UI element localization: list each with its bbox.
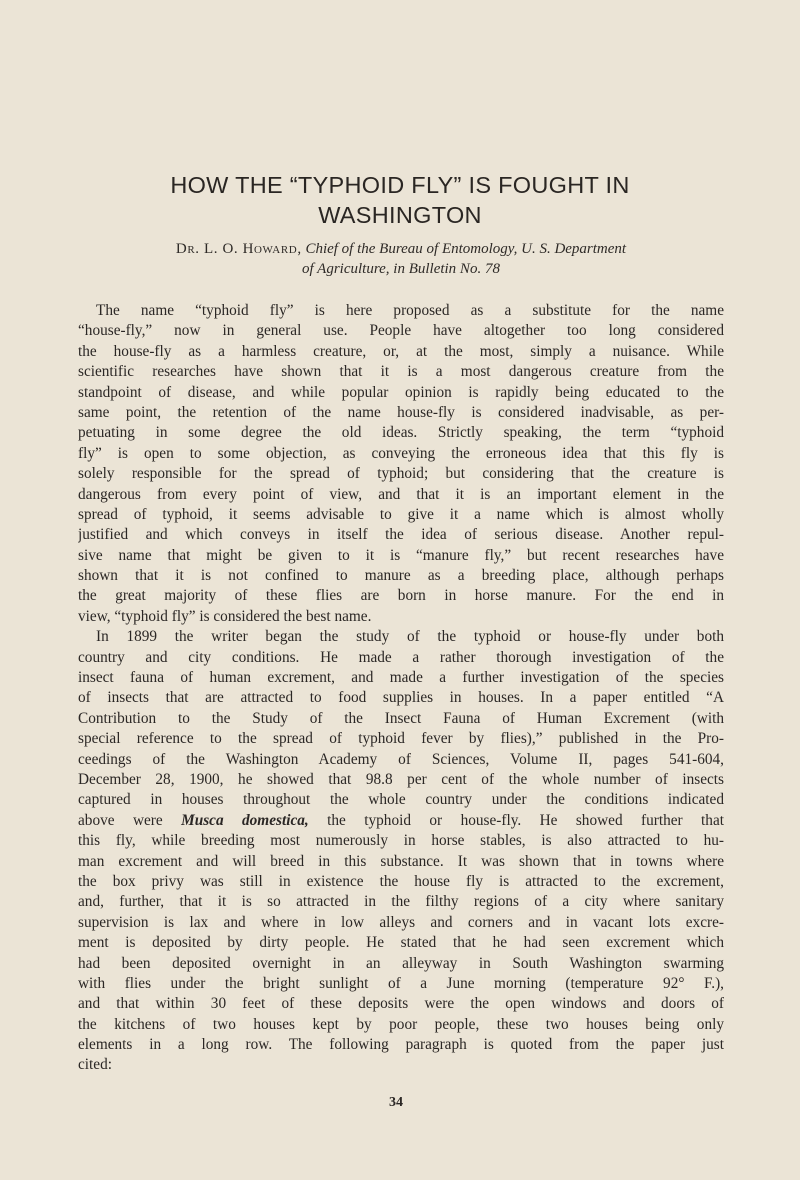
text-line: Contribution to the Study of the Insect Fauna of Human Excrement (with <box>78 709 724 727</box>
text-line: “house-fly,” now in general use. People have altogether too long considered <box>78 322 724 340</box>
text-line: December 28, 1900, he showed that 98.8 per cent of the whole number of insects <box>78 770 724 788</box>
page-number: 34 <box>389 1095 403 1110</box>
text-line: sive name that might be given to it is “manure fly,” but recent researches have <box>78 546 724 564</box>
text-line: man excrement and will breed in this substance. It was shown that in towns where <box>78 852 724 870</box>
paragraph-1 <box>78 301 724 627</box>
text-line: country and city conditions. He made a rather thorough investigation of the <box>78 648 724 666</box>
text-line: dangerous from every point of view, and that it is an important element in the <box>78 485 724 503</box>
text-line: justified and which conveys in itself the idea of serious disease. Another repul- <box>78 526 724 544</box>
text-line: ceedings of the Washington Academy of Sciences, Volume II, pages 541-604, <box>78 750 724 768</box>
text-line: The name “typhoid fly” is here proposed as a substitute for the name <box>96 302 724 319</box>
text-line: insect fauna of human excrement, and made a further investigation of the species <box>78 669 724 687</box>
text-line: standpoint of disease, and while popular opinion is rapidly being educated to the <box>78 383 724 401</box>
text-line: spread of typhoid, it seems advisable to give it a name which is almost wholly <box>78 505 724 523</box>
text-line: supervision is lax and where in low alleys and corners and in vacant lots excre- <box>78 913 724 931</box>
text-line: and, further, that it is so attracted in the filthy regions of a city where sanitary <box>78 893 724 911</box>
paragraph-2 <box>78 627 724 1076</box>
text-line: with flies under the bright sunlight of a June morning (temperature 92° F.), <box>78 974 724 992</box>
byline <box>78 239 724 279</box>
text-line: this fly, while breeding most numerously in horse stables, is also attracted to hu- <box>78 832 724 850</box>
text-line: the box privy was still in existence the house fly is attracted to the excrement, <box>78 872 724 890</box>
text-line: fly” is open to some objection, as conveying the erroneous idea that this fly is <box>78 444 724 462</box>
text-line: the kitchens of two houses kept by poor people, these two houses being only <box>78 1015 724 1033</box>
author-affiliation-line-1: Chief of the Bureau of Entomology, U. S. Department <box>305 241 627 257</box>
text-line: elements in a long row. The following paragraph is quoted from the paper just <box>78 1036 724 1054</box>
text-line: same point, the retention of the name house-fly is considered inadvisable, as per- <box>78 403 724 421</box>
text-line: captured in houses throughout the whole country under the conditions indicated <box>78 791 724 809</box>
text-line: shown that it is not confined to manure as a breeding place, although perhaps <box>78 567 724 585</box>
text-line: of insects that are attracted to food supplies in houses. In a paper entitled “A <box>78 689 724 707</box>
title-line-2: WASHINGTON <box>318 202 482 228</box>
text-line: petuating in some degree the old ideas. Strictly speaking, the term “typhoid <box>78 424 724 442</box>
text-line: the house-fly as a harmless creature, or, at the most, simply a nuisance. While <box>78 342 724 360</box>
text-line: had been deposited overnight in an alleyway in South Washington swarming <box>78 954 724 972</box>
title-line-1: HOW THE “TYPHOID FLY” IS FOUGHT IN <box>170 172 630 198</box>
text-line: the great majority of these flies are born in horse manure. For the end in <box>78 587 724 605</box>
article-body <box>78 301 724 1076</box>
text-line: above were Musca domestica, the typhoid or house-fly. He showed further that <box>78 811 724 829</box>
page-title <box>80 170 720 230</box>
text-line: special reference to the spread of typhoid fever by flies),” published in the Pro- <box>78 730 724 748</box>
text-line: cited: <box>78 1056 112 1074</box>
text-line: In 1899 the writer began the study of the typhoid or house-fly under both <box>96 628 724 646</box>
text-line: view, “typhoid fly” is considered the best name. <box>78 607 372 625</box>
text-line: scientific researches have shown that it is a most dangerous creature from the <box>78 363 724 381</box>
text-line: solely responsible for the spread of typhoid; but considering that the creature is <box>78 465 724 483</box>
author-name: Dr. L. O. Howard, <box>175 241 302 257</box>
author-affiliation-line-2: of Agriculture, in Bulletin No. 78 <box>302 261 500 277</box>
text-line: and that within 30 feet of these deposits were the open windows and doors of <box>78 995 724 1013</box>
text-line: ment is deposited by dirty people. He stated that he had seen excrement which <box>78 934 724 952</box>
